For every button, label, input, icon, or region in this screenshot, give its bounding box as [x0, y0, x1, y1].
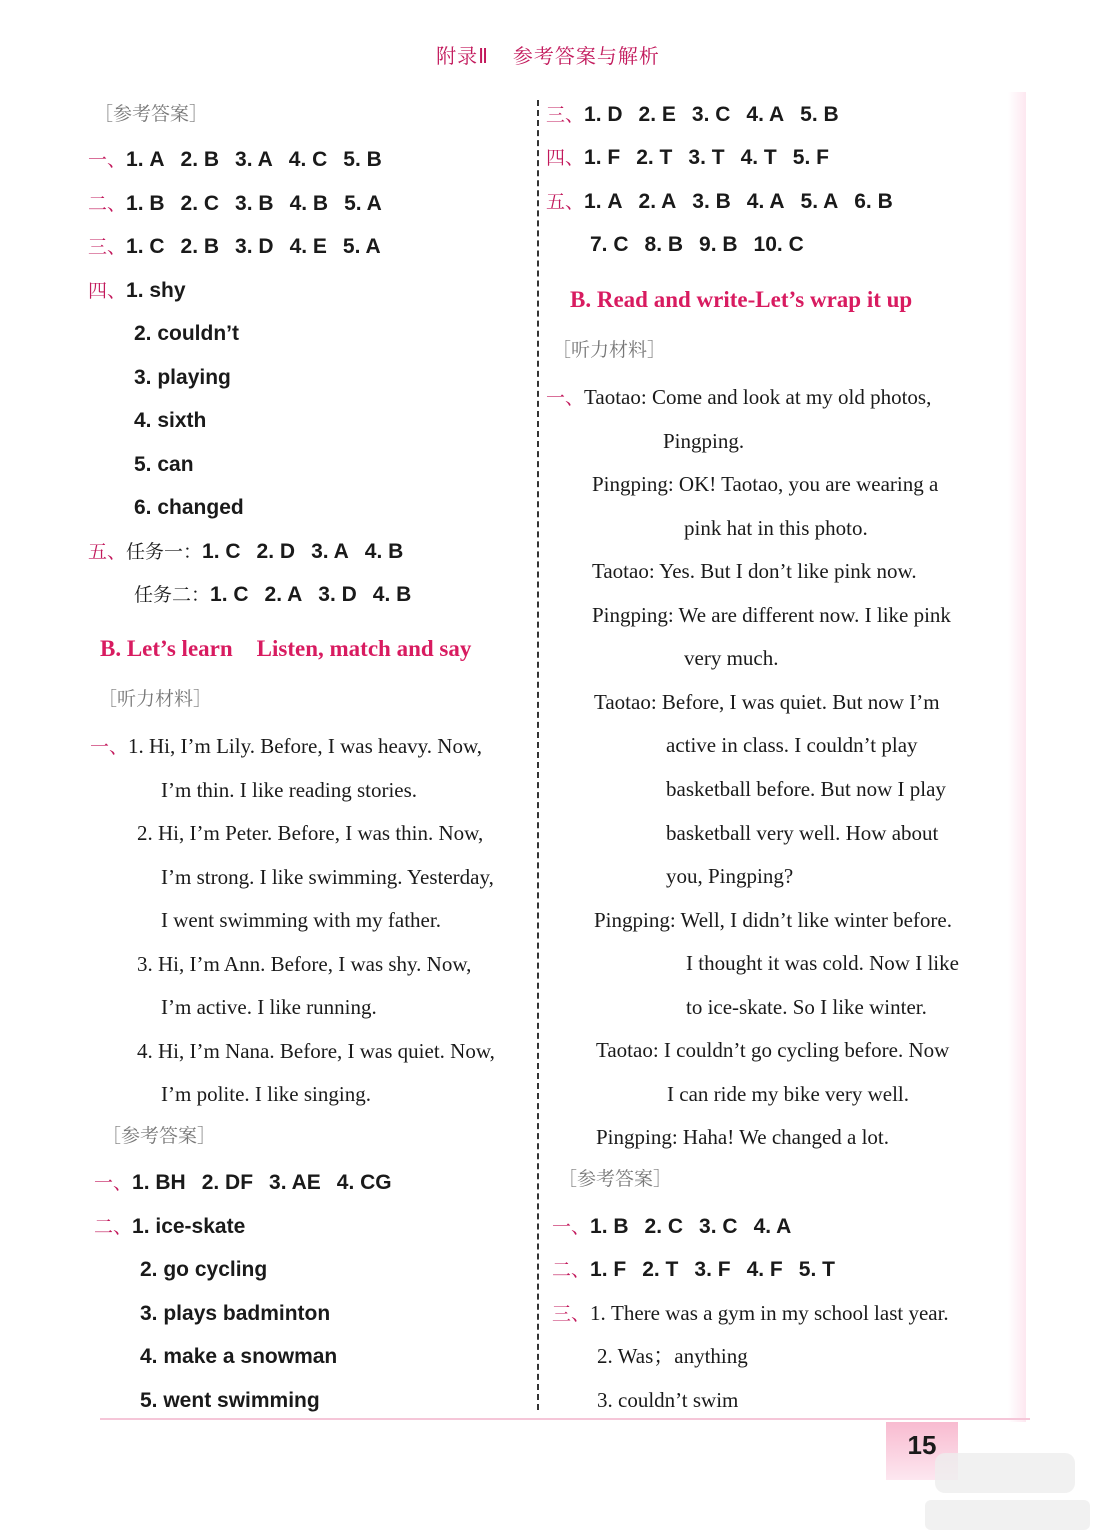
listening-line: 2. Hi, I’m Peter. Before, I was thin. Now, — [137, 821, 484, 845]
listening-line: I’m thin. I like reading stories. — [161, 778, 418, 802]
answer-4-item-2: 2. couldn’t — [134, 322, 239, 345]
answer-row-r3: 三、1. D 2. E 3. C 4. A 5. B — [546, 103, 839, 126]
answer-row-5-task1: 五、任务一：1. C 2. D 3. A 4. B — [88, 540, 404, 563]
answer-heading: ［参考答案］ — [94, 103, 209, 125]
answer-b2-item: 2. go cycling — [140, 1258, 268, 1281]
answer-b2-item: 5. went swimming — [140, 1389, 320, 1412]
dialog-line: 一、Taotao: Come and look at my old photos, — [546, 385, 932, 409]
dialog-line: Taotao: I couldn’t go cycling before. Now — [596, 1038, 950, 1062]
dialog-line: Pingping: We are different now. I like pink — [592, 603, 951, 627]
listening-line: I’m polite. I like singing. — [161, 1082, 371, 1106]
answer-b2-item: 4. make a snowman — [140, 1345, 338, 1368]
listening-line: 4. Hi, I’m Nana. Before, I was quiet. Now, — [137, 1039, 495, 1063]
header-title: 参考答案与解析 — [512, 44, 660, 68]
answer-row-4: 四、1. shy — [88, 279, 186, 302]
answer-row-3: 三、1. C 2. B 3. D 4. E 5. A — [88, 235, 381, 258]
dialog-line: Pingping: OK! Taotao, you are wearing a — [592, 472, 939, 496]
dialog-line: you, Pingping? — [666, 864, 794, 888]
dialog-line: pink hat in this photo. — [684, 516, 868, 540]
dialog-line: Taotao: Before, I was quiet. But now I’m — [594, 690, 940, 714]
answer-row-5-task2: 任务二：1. C 2. A 3. D 4. B — [134, 583, 412, 606]
answer-heading: ［参考答案］ — [558, 1168, 673, 1190]
watermark-logo — [915, 1445, 1095, 1535]
answer-row-c3: 三、1. There was a gym in my school last year. — [552, 1301, 949, 1325]
listening-line: I’m active. I like running. — [161, 995, 377, 1019]
answer-4-item-4: 4. sixth — [134, 409, 207, 432]
dialog-line: basketball before. But now I play — [666, 777, 946, 801]
listening-line: I’m strong. I like swimming. Yesterday, — [161, 865, 494, 889]
listening-heading: ［听力材料］ — [98, 688, 213, 710]
answer-row-b1: 一、1. BH 2. DF 3. AE 4. CG — [94, 1171, 392, 1194]
dialog-line: I thought it was cold. Now I like — [686, 951, 959, 975]
listening-heading: ［听力材料］ — [552, 339, 667, 361]
dialog-line: I can ride my bike very well. — [667, 1082, 909, 1106]
answer-4-item-5: 5. can — [134, 453, 194, 476]
dialog-line: Pingping: Haha! We changed a lot. — [596, 1125, 890, 1149]
dialog-line: basketball very well. How about — [666, 821, 939, 845]
answer-row-r5: 五、1. A 2. A 3. B 4. A 5. A 6. B — [546, 190, 893, 213]
listening-line: I went swimming with my father. — [161, 908, 441, 932]
dialog-line: very much. — [684, 646, 779, 670]
answer-row-2: 二、1. B 2. C 3. B 4. B 5. A — [88, 192, 382, 215]
pink-side-band — [1008, 92, 1026, 1422]
answer-4-item-6: 6. changed — [134, 496, 244, 519]
answer-heading: ［参考答案］ — [102, 1125, 217, 1147]
answer-row-1: 一、1. A 2. B 3. A 4. C 5. B — [88, 148, 382, 171]
answer-row-r4: 四、1. F 2. T 3. T 4. T 5. F — [546, 146, 829, 169]
dialog-line: to ice-skate. So I like winter. — [686, 995, 927, 1019]
dialog-line: Pingping. — [663, 429, 745, 453]
answer-row-r5b: 7. C 8. B 9. B 10. C — [590, 233, 804, 256]
section-heading-read-and-write: B. Read and write-Let’s wrap it up — [570, 287, 913, 312]
dialog-line: Pingping: Well, I didn’t like winter before. — [594, 908, 952, 932]
listening-line: 3. Hi, I’m Ann. Before, I was shy. Now, — [137, 952, 472, 976]
footer-rule — [100, 1418, 1030, 1420]
column-divider — [537, 100, 539, 1410]
page-header — [0, 40, 1096, 69]
listening-line: 一、1. Hi, I’m Lily. Before, I was heavy. Now, — [90, 734, 483, 758]
answer-b2-item: 3. plays badminton — [140, 1302, 331, 1325]
dialog-line: active in class. I couldn’t play — [666, 733, 918, 757]
answer-row-c2: 二、1. F 2. T 3. F 4. F 5. T — [552, 1258, 835, 1281]
answer-row-c1: 一、1. B 2. C 3. C 4. A — [552, 1215, 792, 1238]
section-heading-lets-learn: B. Let’s learn Listen, match and say — [100, 636, 472, 661]
answer-c3-item: 2. Was；anything — [597, 1344, 748, 1368]
dialog-line: Taotao: Yes. But I don’t like pink now. — [592, 559, 917, 583]
page-number: 15 — [907, 1430, 937, 1460]
answer-c3-item: 3. couldn’t swim — [597, 1388, 739, 1412]
answer-4-item-3: 3. playing — [134, 366, 231, 389]
answer-row-b2: 二、1. ice-skate — [94, 1215, 246, 1238]
appendix-label: 附录Ⅱ — [436, 44, 489, 68]
